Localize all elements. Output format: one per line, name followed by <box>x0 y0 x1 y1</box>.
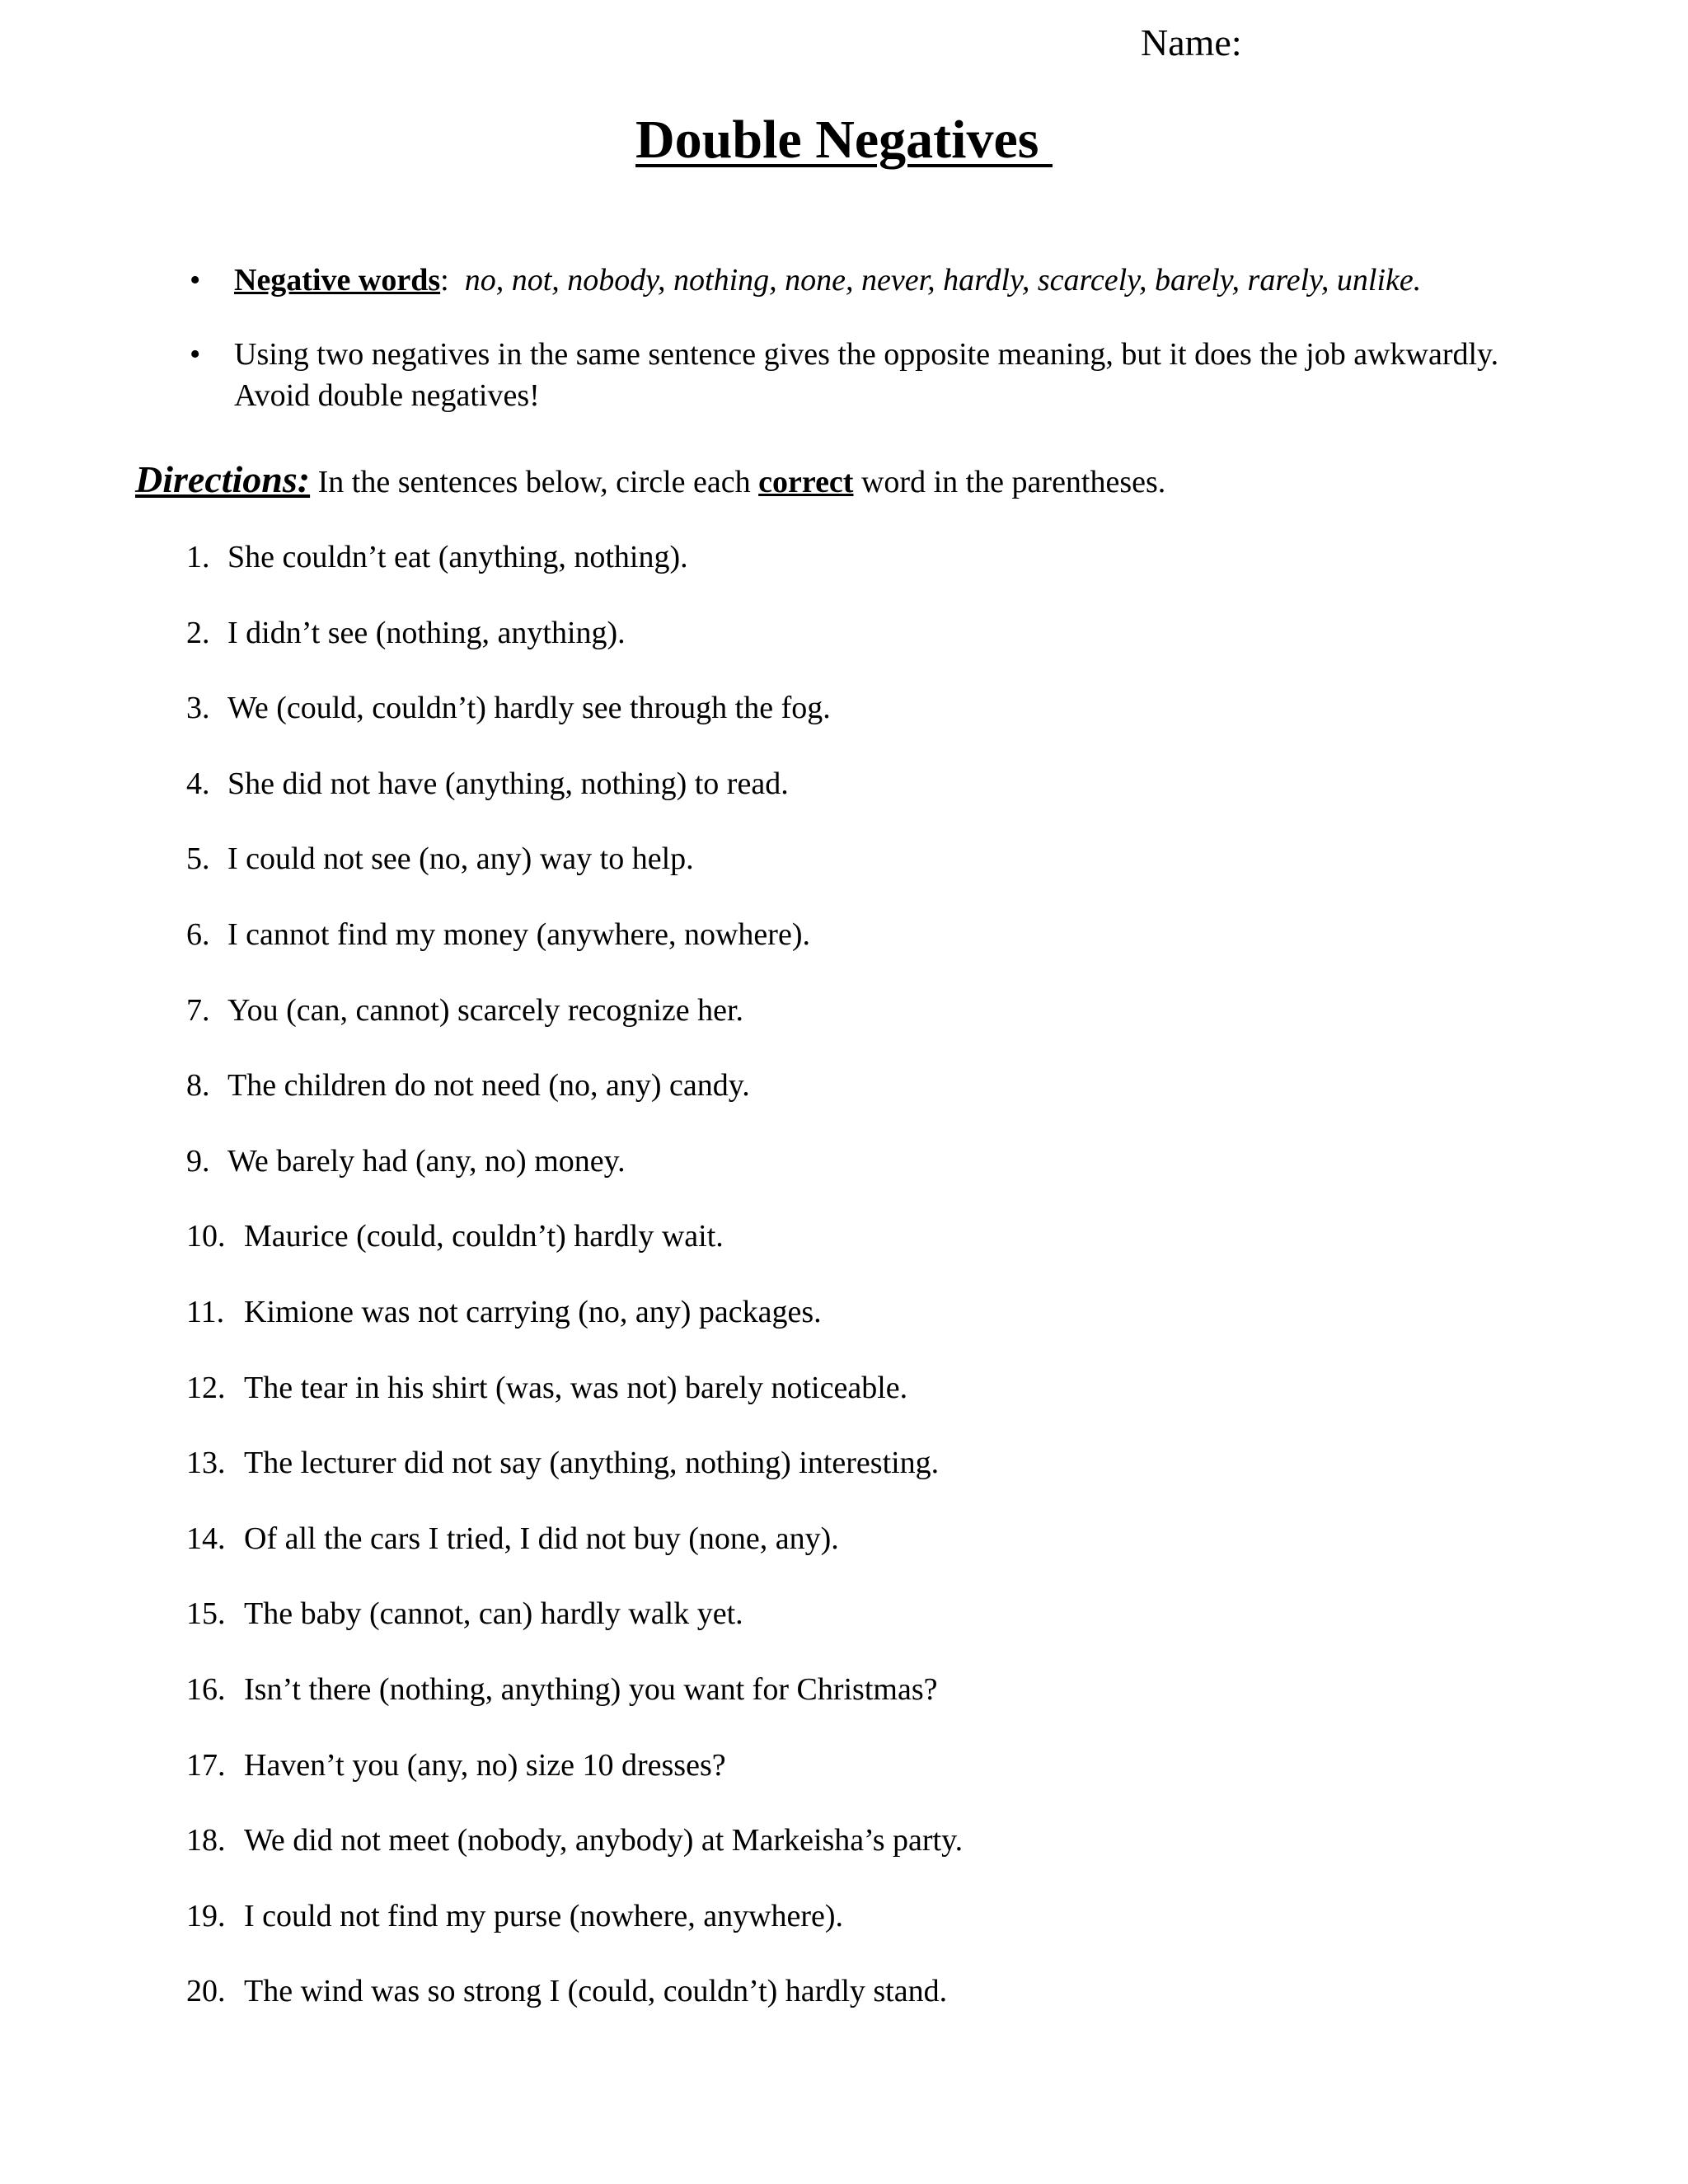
question-item <box>186 1669 963 1745</box>
question-number: 10. <box>186 1219 226 1254</box>
question-item <box>186 914 963 990</box>
question-number: 4. <box>186 766 210 801</box>
question-text[interactable]: Isn’t there (nothing, anything) you want for Christmas? <box>244 1671 938 1707</box>
directions-emphasis: correct <box>758 465 854 499</box>
question-number: 16. <box>186 1671 226 1707</box>
note-text-line2: Avoid double negatives! <box>234 378 540 413</box>
label-separator: : <box>440 263 449 298</box>
bullet-dot: • <box>190 337 201 372</box>
question-item <box>186 1896 963 1971</box>
question-text[interactable]: The baby (cannot, can) hardly walk yet. <box>244 1596 743 1632</box>
question-item <box>186 1593 963 1669</box>
question-number: 20. <box>186 1974 226 2009</box>
name-label: Name: <box>1141 21 1242 63</box>
question-text[interactable]: She couldn’t eat (anything, nothing). <box>227 540 688 574</box>
question-text[interactable]: Of all the cars I tried, I did not buy (none, any). <box>244 1521 839 1556</box>
question-number: 7. <box>186 992 210 1028</box>
question-number: 11. <box>186 1294 225 1329</box>
directions-text-after: word in the parentheses. <box>860 465 1166 499</box>
question-number: 8. <box>186 1068 210 1104</box>
question-number: 5. <box>186 841 210 877</box>
question-text[interactable]: I cannot find my money (anywhere, nowhere). <box>227 916 810 952</box>
question-item <box>186 1745 963 1821</box>
question-number: 6. <box>186 916 210 952</box>
question-number: 14. <box>186 1521 226 1556</box>
question-number: 3. <box>186 691 210 726</box>
question-number: 1. <box>186 540 210 574</box>
note-avoid-double-negatives <box>181 334 1566 416</box>
directions-label: Directions: <box>135 458 311 500</box>
question-item <box>186 1065 963 1141</box>
question-text[interactable]: The children do not need (no, any) candy. <box>227 1068 750 1104</box>
question-text[interactable]: Kimione was not carrying (no, any) packages. <box>244 1294 822 1329</box>
question-text[interactable]: You (can, cannot) scarcely recognize her. <box>227 992 744 1028</box>
question-text[interactable]: I could not see (no, any) way to help. <box>227 841 694 877</box>
question-item <box>186 1367 963 1443</box>
question-item <box>186 1971 963 2046</box>
question-item <box>186 1820 963 1896</box>
question-item <box>186 612 963 688</box>
bullet-dot: • <box>190 263 201 298</box>
question-number: 9. <box>186 1143 210 1179</box>
page-title: Double Negatives <box>635 110 1053 170</box>
question-text[interactable]: The wind was so strong I (could, couldn’t) hardly stand. <box>244 1974 948 2009</box>
question-number: 2. <box>186 615 210 650</box>
question-item <box>186 687 963 763</box>
question-number: 12. <box>186 1370 226 1405</box>
question-item <box>186 1291 963 1367</box>
question-text[interactable]: The tear in his shirt (was, was not) barely noticeable. <box>244 1370 908 1405</box>
question-text[interactable]: We (could, couldn’t) hardly see through the fog. <box>227 691 831 726</box>
question-item <box>186 838 963 914</box>
negative-words-list: no, not, nobody, nothing, none, never, hardly, scarcely, barely, rarely, unlike. <box>464 263 1422 298</box>
question-text[interactable]: We did not meet (nobody, anybody) at Markeisha’s party. <box>244 1823 964 1858</box>
question-item <box>186 763 963 839</box>
note-negative-words <box>181 260 1566 301</box>
directions-text-before: In the sentences below, circle each <box>317 465 751 499</box>
notes-list <box>181 260 1566 449</box>
question-number: 19. <box>186 1898 226 1933</box>
question-item <box>186 1216 963 1291</box>
note-text-line1: Using two negatives in the same sentence gives the opposite meaning, but it does the job awkwardly. <box>234 337 1499 372</box>
directions <box>135 455 1586 507</box>
question-number: 13. <box>186 1446 226 1481</box>
question-item <box>186 537 963 612</box>
question-text[interactable]: We barely had (any, no) money. <box>227 1143 626 1179</box>
question-text[interactable]: The lecturer did not say (anything, nothing) interesting. <box>244 1446 940 1481</box>
question-number: 15. <box>186 1596 226 1632</box>
question-text[interactable]: She did not have (anything, nothing) to read. <box>227 766 789 801</box>
question-number: 17. <box>186 1747 226 1783</box>
question-text[interactable]: Haven’t you (any, no) size 10 dresses? <box>244 1747 726 1783</box>
question-text[interactable]: I didn’t see (nothing, anything). <box>227 615 626 650</box>
question-item <box>186 1141 963 1216</box>
question-text[interactable]: I could not find my purse (nowhere, anywhere). <box>244 1898 844 1933</box>
question-list <box>186 537 963 2046</box>
question-item <box>186 1442 963 1518</box>
question-item <box>186 990 963 1066</box>
question-text[interactable]: Maurice (could, couldn’t) hardly wait. <box>244 1219 724 1254</box>
negative-words-label: Negative words <box>234 263 441 298</box>
question-number: 18. <box>186 1823 226 1858</box>
question-item <box>186 1518 963 1594</box>
